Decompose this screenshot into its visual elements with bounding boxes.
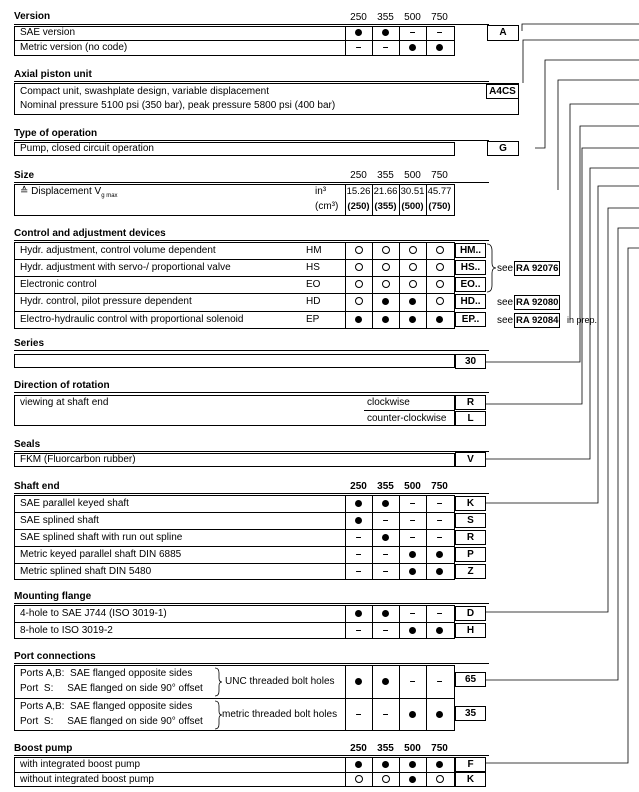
- flange-row-d: 4-hole to SAE J744 (ISO 3019-1): [20, 608, 167, 619]
- control-ep-355: [372, 314, 399, 326]
- shaft-s-500: –: [409, 515, 416, 526]
- ports-code-65: 65: [455, 672, 486, 687]
- control-hm-750: [426, 245, 453, 257]
- shaft-row-s: SAE splined shaft: [20, 515, 99, 526]
- control-hs-500: [399, 262, 426, 274]
- ports-g2-355: –: [382, 709, 389, 720]
- rotation-opt-ccw: counter-clockwise: [367, 413, 447, 424]
- shaft-r-250: –: [355, 532, 362, 543]
- control-row-eo-label: Electronic control: [20, 279, 97, 290]
- boost-col-355: 355: [377, 743, 394, 754]
- version-row-sae: SAE version: [20, 27, 76, 38]
- control-eo-750: [426, 279, 453, 291]
- ports-title: Port connections: [14, 651, 96, 662]
- shaft-row-r: SAE splined shaft with run out spline: [20, 532, 183, 543]
- rotation-title: Direction of rotation: [14, 380, 110, 391]
- control-row-hd-abbr: HD: [306, 296, 321, 307]
- shaft-r-500: –: [409, 532, 416, 543]
- shaft-p-750: [426, 549, 453, 561]
- boost-col-250: 250: [350, 743, 367, 754]
- flange-d-750: –: [436, 608, 443, 619]
- control-hd-355: [372, 296, 399, 308]
- flange-d-250: [345, 608, 372, 620]
- boost-row-with: with integrated boost pump: [20, 759, 141, 770]
- ports-g2-l2: Port S: SAE flanged on side 90° offset: [20, 716, 203, 727]
- ports-g1-l1: Ports A,B: SAE flanged opposite sides: [20, 668, 193, 679]
- shaft-row-z: Metric splined shaft DIN 5480: [20, 566, 152, 577]
- boost-row-without: without integrated boost pump: [20, 774, 154, 785]
- ports-g1-thread: UNC threaded bolt holes: [225, 676, 335, 687]
- ports-g1-750: –: [436, 676, 443, 687]
- flange-h-750: [426, 625, 453, 637]
- version-mark-sae-500: –: [409, 27, 416, 38]
- control-hm-500: [399, 245, 426, 257]
- shaft-p-355: –: [382, 549, 389, 560]
- shaft-s-750: –: [436, 515, 443, 526]
- size-cm-355: (355): [374, 201, 397, 212]
- size-title: Size: [14, 170, 35, 181]
- control-inprep: in prep.: [567, 315, 598, 325]
- boost-without-750: [426, 774, 453, 786]
- shaft-code-z: Z: [455, 564, 486, 579]
- control-hd-750: [426, 296, 453, 308]
- shaft-col-750: 750: [431, 481, 448, 492]
- control-row-ep-abbr: EP: [306, 314, 320, 325]
- control-row-eo-abbr: EO: [306, 279, 321, 290]
- version-mark-metric-750: [426, 42, 453, 54]
- size-col-355: 355: [377, 170, 394, 181]
- control-ep-500: [399, 314, 426, 326]
- control-see-3: see: [497, 315, 514, 326]
- size-in-250: 15.26: [346, 186, 371, 197]
- boost-without-250: [345, 774, 372, 786]
- shaft-s-355: –: [382, 515, 389, 526]
- shaft-r-355: [372, 532, 399, 544]
- series-code: 30: [455, 354, 486, 369]
- size-cm-750: (750): [428, 201, 451, 212]
- control-hs-code: HS..: [455, 260, 486, 275]
- boost-with-750: [426, 759, 453, 771]
- shaft-row-p: Metric keyed parallel shaft DIN 6885: [20, 549, 182, 560]
- size-cm-250: (250): [347, 201, 370, 212]
- control-ref-ra92076: RA 92076: [516, 263, 559, 274]
- boost-with-355: [372, 759, 399, 771]
- shaft-p-250: –: [355, 549, 362, 560]
- size-unit-cm: (cm³): [315, 201, 339, 212]
- rotation-code-r: R: [455, 395, 486, 410]
- rotation-code-l: L: [455, 411, 486, 426]
- version-mark-sae-250: [345, 27, 372, 39]
- control-hs-750: [426, 262, 453, 274]
- operation-code: G: [487, 141, 519, 156]
- version-col-250: 250: [350, 12, 367, 23]
- shaft-k-355: [372, 498, 399, 510]
- ports-g2-thread: metric threaded bolt holes: [222, 709, 338, 720]
- control-row-hm-abbr: HM: [306, 245, 322, 256]
- size-label-sub: g max: [101, 193, 118, 199]
- shaft-p-500: [399, 549, 426, 561]
- flange-h-250: –: [355, 625, 362, 636]
- boost-code-f: F: [455, 757, 486, 772]
- size-label-text: ≙ Displacement V: [20, 186, 102, 197]
- axial-line2: Nominal pressure 5100 psi (350 bar), peak pressure 5800 psi (400 bar): [20, 100, 336, 111]
- boost-with-250: [345, 759, 372, 771]
- ports-g2-250: –: [355, 709, 362, 720]
- ports-g1-brace: [214, 667, 224, 697]
- axial-title: Axial piston unit: [14, 69, 92, 80]
- boost-code-k: K: [455, 772, 486, 787]
- shaft-k-500: –: [409, 498, 416, 509]
- size-cm-500: (500): [401, 201, 424, 212]
- shaft-r-750: –: [436, 532, 443, 543]
- shaft-s-250: [345, 515, 372, 527]
- seals-code: V: [455, 452, 486, 467]
- shaft-z-250: –: [355, 566, 362, 577]
- control-eo-250: [345, 279, 372, 291]
- flange-h-500: [399, 625, 426, 637]
- control-ep-250: [345, 314, 372, 326]
- size-unit-in: in³: [315, 186, 327, 197]
- flange-code-d: D: [455, 606, 486, 621]
- rotation-opt-clockwise: clockwise: [367, 397, 410, 408]
- ports-g2-750: [426, 709, 453, 721]
- shaft-code-s: S: [455, 513, 486, 528]
- version-rule: [14, 24, 489, 25]
- control-row-hs-abbr: HS: [306, 262, 320, 273]
- version-mark-sae-750: –: [436, 27, 443, 38]
- control-row-hs-label: Hydr. adjustment with servo-/ proportional valve: [20, 262, 231, 273]
- shaft-z-750: [426, 566, 453, 578]
- control-see-2: see: [497, 297, 514, 308]
- operation-title: Type of operation: [14, 128, 98, 139]
- control-hs-355: [372, 262, 399, 274]
- version-title: Version: [14, 11, 51, 22]
- ports-g1-l2: Port S: SAE flanged on side 90° offset: [20, 683, 203, 694]
- shaft-z-355: –: [382, 566, 389, 577]
- leader-line-version: [522, 24, 639, 31]
- flange-row-h: 8-hole to ISO 3019-2: [20, 625, 113, 636]
- shaft-z-500: [399, 566, 426, 578]
- ports-g1-250: [345, 676, 372, 688]
- control-ep-750: [426, 314, 453, 326]
- flange-d-500: –: [409, 608, 416, 619]
- size-in-355: 21.66: [373, 186, 398, 197]
- version-col-750: 750: [431, 12, 448, 23]
- shaft-code-p: P: [455, 547, 486, 562]
- shaft-k-750: –: [436, 498, 443, 509]
- boost-col-500: 500: [404, 743, 421, 754]
- ports-g2-l1: Ports A,B: SAE flanged opposite sides: [20, 701, 193, 712]
- shaft-row-k: SAE parallel keyed shaft: [20, 498, 129, 509]
- boost-with-500: [399, 759, 426, 771]
- series-title: Series: [14, 338, 45, 349]
- version-mark-metric-355: –: [382, 42, 389, 53]
- shaft-k-250: [345, 498, 372, 510]
- control-title: Control and adjustment devices: [14, 228, 166, 239]
- control-ep-code: EP..: [455, 312, 486, 327]
- size-col-750: 750: [431, 170, 448, 181]
- flange-h-355: –: [382, 625, 389, 636]
- shaft-code-r: R: [455, 530, 486, 545]
- size-col-500: 500: [404, 170, 421, 181]
- control-ref-ra92084: RA 92084: [516, 315, 559, 326]
- ports-g1-355: [372, 676, 399, 688]
- axial-line1: Compact unit, swashplate design, variable displacement: [20, 86, 270, 97]
- size-in-500: 30.51: [400, 186, 425, 197]
- operation-label: Pump, closed circuit operation: [20, 143, 154, 154]
- shaft-title: Shaft end: [14, 481, 60, 492]
- control-eo-500: [399, 279, 426, 291]
- flange-d-355: [372, 608, 399, 620]
- control-hd-500: [399, 296, 426, 308]
- shaft-col-355: 355: [377, 481, 394, 492]
- control-hd-code: HD..: [455, 294, 486, 309]
- control-ref-ra92080: RA 92080: [516, 297, 559, 308]
- boost-without-355: [372, 774, 399, 786]
- shaft-code-k: K: [455, 496, 486, 511]
- control-hm-355: [372, 245, 399, 257]
- control-row-ep-label: Electro-hydraulic control with proportional solenoid: [20, 314, 244, 325]
- ports-code-35: 35: [455, 706, 486, 721]
- ports-g2-500: [399, 709, 426, 721]
- control-see-1: see: [497, 263, 514, 274]
- control-row-hm-label: Hydr. adjustment, control volume dependent: [20, 245, 216, 256]
- rotation-label: viewing at shaft end: [20, 397, 109, 408]
- size-in-750: 45.77: [427, 186, 452, 197]
- version-col-500: 500: [404, 12, 421, 23]
- control-row-hd-label: Hydr. control, pilot pressure dependent: [20, 296, 192, 307]
- version-mark-sae-355: [372, 27, 399, 39]
- control-hm-code: HM..: [455, 243, 486, 258]
- series-box: [14, 354, 455, 368]
- version-code: A: [487, 25, 519, 41]
- boost-title: Boost pump: [14, 743, 73, 754]
- control-eo-355: [372, 279, 399, 291]
- size-label: [20, 186, 118, 202]
- control-hd-250: [345, 296, 372, 308]
- control-hm-250: [345, 245, 372, 257]
- version-col-355: 355: [377, 12, 394, 23]
- size-col-250: 250: [350, 170, 367, 181]
- seals-label: FKM (Fluorcarbon rubber): [20, 454, 136, 465]
- boost-without-500: [399, 774, 426, 786]
- version-mark-metric-250: –: [355, 42, 362, 53]
- shaft-col-500: 500: [404, 481, 421, 492]
- boost-col-750: 750: [431, 743, 448, 754]
- version-mark-metric-500: [399, 42, 426, 54]
- axial-code: A4CS: [486, 84, 519, 99]
- shaft-col-250: 250: [350, 481, 367, 492]
- flange-code-h: H: [455, 623, 486, 638]
- ports-g1-500: –: [409, 676, 416, 687]
- seals-title: Seals: [14, 439, 41, 450]
- version-row-metric: Metric version (no code): [20, 42, 128, 53]
- flange-title: Mounting flange: [14, 591, 92, 602]
- control-hs-250: [345, 262, 372, 274]
- control-eo-code: EO..: [455, 277, 486, 292]
